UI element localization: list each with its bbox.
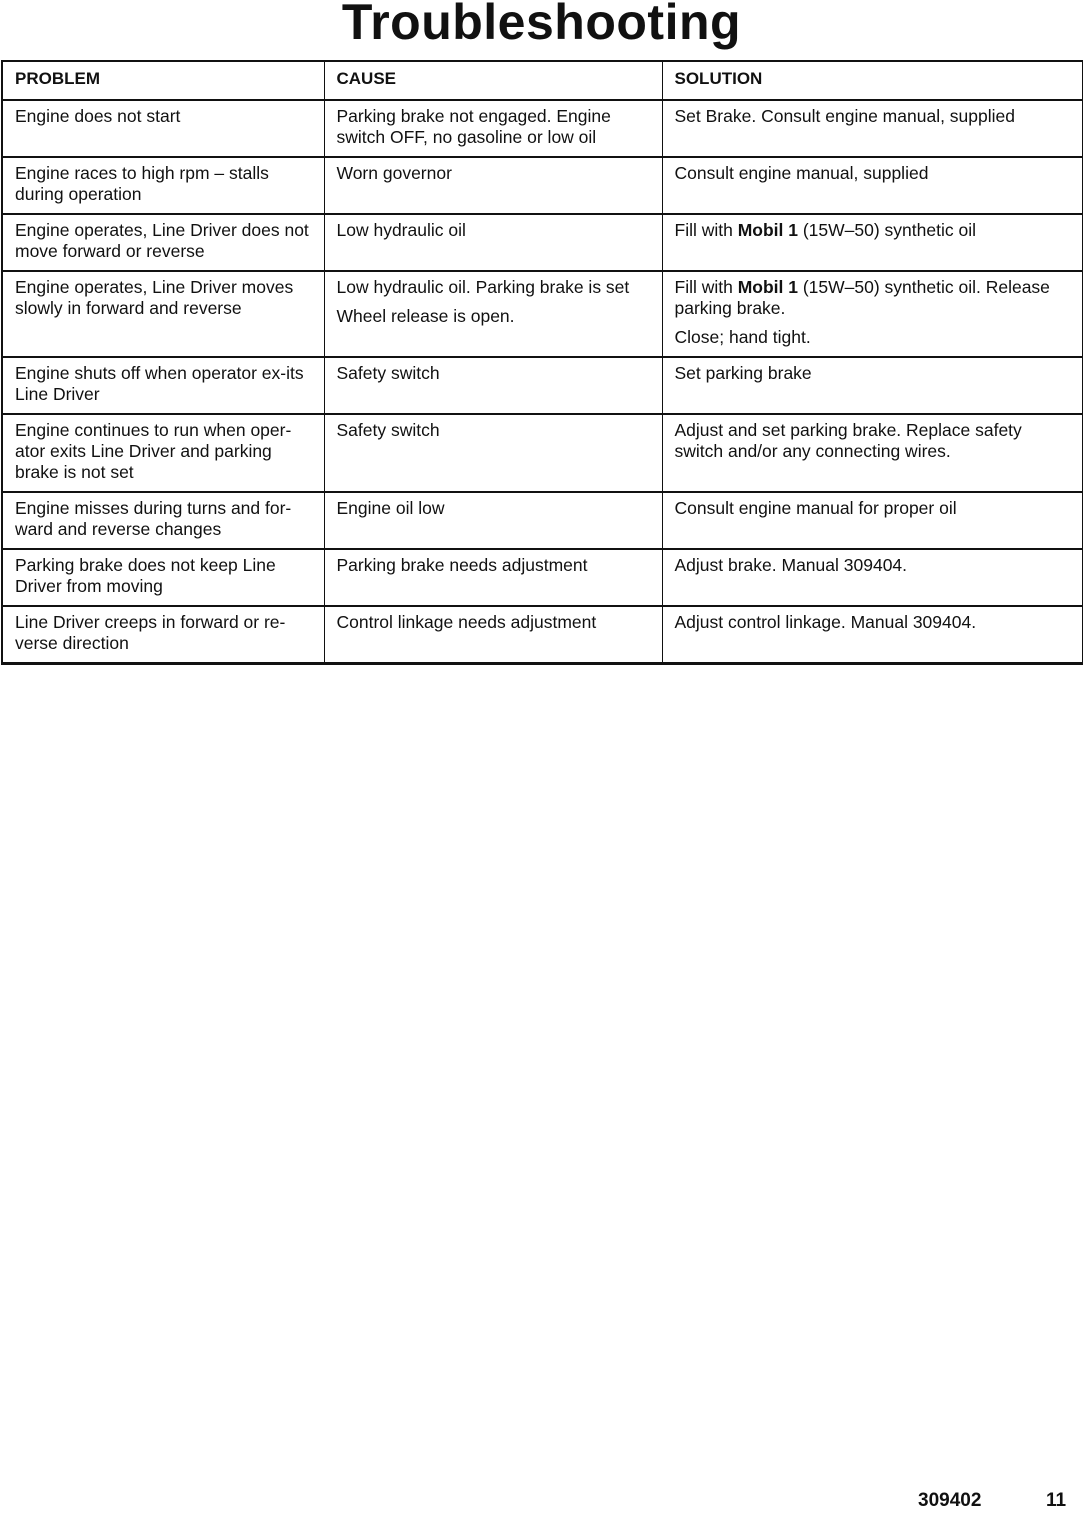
solution-fragment: (15W–50) synthetic oil. Release parking brake.	[674, 277, 1050, 318]
solution-text	[675, 555, 1070, 576]
solution-text	[675, 220, 1070, 241]
solution-cell	[662, 492, 1083, 549]
page-title: Troubleshooting	[341, 0, 742, 50]
header-problem: PROBLEM	[2, 61, 324, 100]
page-number: 11	[1046, 1490, 1067, 1511]
cause-text: Engine oil low	[336, 498, 445, 518]
table-header-row	[2, 61, 1083, 100]
solution-fragment: Set Brake. Consult engine manual, supplied	[674, 106, 1015, 126]
solution-cell	[662, 606, 1083, 664]
header-cause: CAUSE	[324, 61, 662, 100]
table-row	[2, 100, 1083, 157]
cause-cell	[324, 214, 662, 271]
cause-text: Safety switch	[336, 363, 440, 383]
solution-cell	[662, 214, 1083, 271]
solution-fragment: Adjust control linkage. Manual 309404.	[674, 612, 977, 632]
problem-cell: Engine misses during turns and for-ward and reverse changes	[2, 492, 324, 549]
problem-cell: Engine races to high rpm – stalls during operation	[2, 157, 324, 214]
solution-fragment: Close; hand tight.	[674, 327, 811, 347]
table-row	[2, 271, 1083, 357]
solution-text	[675, 420, 1070, 462]
solution-fragment: Consult engine manual, supplied	[674, 163, 929, 183]
solution-text	[675, 277, 1070, 319]
cause-cell	[324, 357, 662, 414]
solution-cell	[662, 157, 1083, 214]
table-row	[2, 214, 1083, 271]
solution-cell	[662, 100, 1083, 157]
solution-cell	[662, 549, 1083, 606]
solution-fragment: Adjust brake. Manual 309404.	[674, 555, 908, 575]
cause-cell	[324, 157, 662, 214]
problem-cell: Engine continues to run when oper-ator exits Line Driver and parking brake is not set	[2, 414, 324, 492]
table-row	[2, 157, 1083, 214]
cause-cell	[324, 100, 662, 157]
product-name: Mobil 1	[737, 220, 798, 240]
product-name: Mobil 1	[737, 277, 798, 297]
cause-text: Wheel release is open.	[336, 306, 515, 326]
solution-fragment: Consult engine manual for proper oil	[674, 498, 957, 518]
cause-text: Safety switch	[336, 420, 440, 440]
cause-text: Parking brake not engaged. Engine switch OFF, no gasoline or low oil	[336, 106, 611, 147]
solution-text	[675, 106, 1070, 127]
solution-text	[675, 163, 1070, 184]
header-solution: SOLUTION	[662, 61, 1083, 100]
solution-fragment: Adjust and set parking brake. Replace safety switch and/or any connecting wires.	[674, 420, 1022, 461]
cause-text: Worn governor	[336, 163, 452, 183]
solution-fragment: Fill with	[674, 277, 738, 297]
solution-cell	[662, 357, 1083, 414]
cause-cell	[324, 549, 662, 606]
solution-fragment: Set parking brake	[674, 363, 812, 383]
problem-cell: Engine operates, Line Driver moves slowly in forward and reverse	[2, 271, 324, 357]
cause-cell	[324, 271, 662, 357]
cause-text: Low hydraulic oil	[336, 220, 466, 240]
table-row	[2, 414, 1083, 492]
solution-fragment: (15W–50) synthetic oil	[797, 220, 976, 240]
cause-text: Low hydraulic oil. Parking brake is set	[336, 277, 630, 297]
problem-cell: Line Driver creeps in forward or re-verse direction	[2, 606, 324, 664]
table-row	[2, 606, 1083, 664]
solution-text	[675, 363, 1070, 384]
solution-text	[675, 498, 1070, 519]
cause-text: Parking brake needs adjustment	[336, 555, 588, 575]
table-row	[2, 357, 1083, 414]
document-number: 309402	[918, 1490, 982, 1511]
solution-text	[675, 327, 1070, 348]
problem-cell: Engine does not start	[2, 100, 324, 157]
solution-cell	[662, 414, 1083, 492]
cause-cell	[324, 606, 662, 664]
cause-cell	[324, 492, 662, 549]
cause-cell	[324, 414, 662, 492]
solution-cell	[662, 271, 1083, 357]
cause-text: Control linkage needs adjustment	[336, 612, 597, 632]
troubleshooting-table	[1, 60, 1083, 665]
table-row	[2, 549, 1083, 606]
problem-cell: Parking brake does not keep Line Driver from moving	[2, 549, 324, 606]
solution-fragment: Fill with	[674, 220, 738, 240]
problem-cell: Engine shuts off when operator ex-its Line Driver	[2, 357, 324, 414]
solution-text	[675, 612, 1070, 633]
problem-cell: Engine operates, Line Driver does not move forward or reverse	[2, 214, 324, 271]
table-row	[2, 492, 1083, 549]
